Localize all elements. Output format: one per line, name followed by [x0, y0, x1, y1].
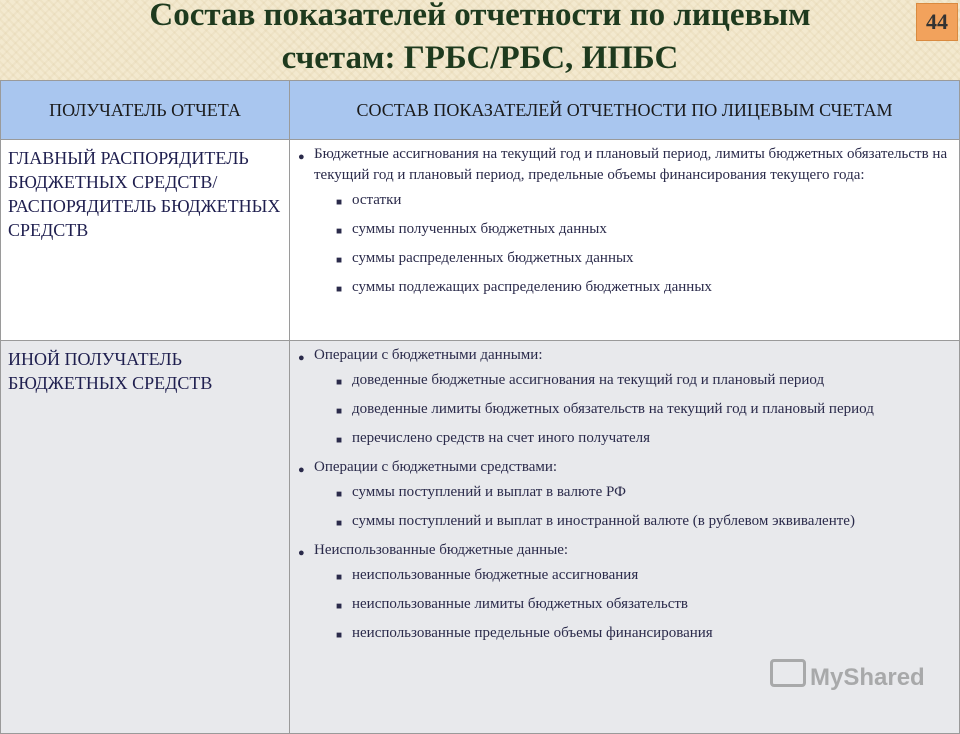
list-item — [298, 144, 955, 298]
page-number-badge: 44 — [916, 3, 958, 41]
header-recipient: ПОЛУЧАТЕЛЬ ОТЧЕТА — [1, 81, 290, 140]
sub-item-text: остатки — [352, 192, 402, 208]
sub-item-text: доведенные бюджетные ассигнования на текущий год и плановый период — [352, 372, 825, 388]
sub-list-item — [336, 482, 955, 503]
list-item — [298, 540, 955, 644]
watermark-text: MyShared — [810, 664, 925, 691]
watermark-logo-icon — [770, 659, 806, 687]
sub-item-text: суммы полученных бюджетных данных — [352, 221, 607, 237]
square-bullet-icon: ■ — [336, 255, 343, 266]
table-row — [1, 140, 960, 341]
square-bullet-icon: ■ — [336, 197, 343, 208]
sub-list — [314, 370, 955, 449]
square-bullet-icon: ■ — [336, 284, 343, 295]
table-header-row — [1, 81, 960, 140]
item-text: Бюджетные ассигнования на текущий год и плановый период, лимиты бюджетных обязательств на текущий год и плановый период, предельные объемы финансирования текущего года: — [314, 146, 948, 183]
sub-list-item — [336, 219, 955, 240]
recipient-cell: ГЛАВНЫЙ РАСПОРЯДИТЕЛЬ БЮДЖЕТНЫХ СРЕДСТВ/ РАСПОРЯДИТЕЛЬ БЮДЖЕТНЫХ СРЕДСТВ — [1, 140, 290, 341]
sub-item-text: суммы распределенных бюджетных данных — [352, 250, 634, 266]
sub-item-text: перечислено средств на счет иного получателя — [352, 430, 651, 446]
sub-item-text: суммы поступлений и выплат в иностранной валюте (в рублевом эквиваленте) — [352, 513, 855, 529]
sub-item-text: неиспользованные бюджетные ассигнования — [352, 567, 639, 583]
sub-list-item — [336, 248, 955, 269]
square-bullet-icon: ■ — [336, 406, 343, 417]
sub-list-item — [336, 190, 955, 211]
item-text: Неиспользованные бюджетные данные: — [314, 542, 569, 558]
sub-item-text: суммы подлежащих распределению бюджетных данных — [352, 279, 712, 295]
item-text: Операции с бюджетными средствами: — [314, 459, 558, 475]
square-bullet-icon: ■ — [336, 226, 343, 237]
list-item — [298, 457, 955, 532]
sub-item-text: доведенные лимиты бюджетных обязательств на текущий год и плановый период — [352, 401, 874, 417]
square-bullet-icon: ■ — [336, 518, 343, 529]
sub-list-item — [336, 277, 955, 298]
watermark — [770, 659, 925, 689]
square-bullet-icon: ■ — [336, 630, 343, 641]
sub-item-text: неиспользованные лимиты бюджетных обязательств — [352, 596, 688, 612]
sub-list-item — [336, 428, 955, 449]
sub-list-item — [336, 399, 955, 420]
sub-list-item — [336, 594, 955, 615]
list-item — [298, 345, 955, 449]
square-bullet-icon: ■ — [336, 435, 343, 446]
title-line-2: счетам: ГРБС/РБС, ИПБС — [281, 40, 679, 76]
indicators-cell — [290, 140, 960, 341]
sub-list-item — [336, 565, 955, 586]
sub-list — [314, 482, 955, 532]
title-line-1: Состав показателей отчетности по лицевым — [149, 0, 811, 33]
bullet-icon: ● — [298, 352, 305, 364]
item-text: Операции с бюджетными данными: — [314, 347, 543, 363]
sub-list — [314, 190, 955, 298]
square-bullet-icon: ■ — [336, 377, 343, 388]
indicator-list — [290, 140, 959, 298]
bullet-icon: ● — [298, 547, 305, 559]
sub-list-item — [336, 623, 955, 644]
sub-item-text: суммы поступлений и выплат в валюте РФ — [352, 484, 626, 500]
bullet-icon: ● — [298, 464, 305, 476]
header-indicators: СОСТАВ ПОКАЗАТЕЛЕЙ ОТЧЕТНОСТИ ПО ЛИЦЕВЫМ СЧЕТАМ — [290, 81, 960, 140]
sub-list — [314, 565, 955, 644]
bullet-icon: ● — [298, 151, 305, 163]
indicator-list — [290, 341, 959, 644]
sub-list-item — [336, 370, 955, 391]
square-bullet-icon: ■ — [336, 489, 343, 500]
report-table — [0, 80, 960, 734]
sub-list-item — [336, 511, 955, 532]
recipient-cell: ИНОЙ ПОЛУЧАТЕЛЬ БЮДЖЕТНЫХ СРЕДСТВ — [1, 341, 290, 734]
square-bullet-icon: ■ — [336, 601, 343, 612]
sub-item-text: неиспользованные предельные объемы финансирования — [352, 625, 713, 641]
slide-header — [0, 0, 960, 80]
square-bullet-icon: ■ — [336, 572, 343, 583]
